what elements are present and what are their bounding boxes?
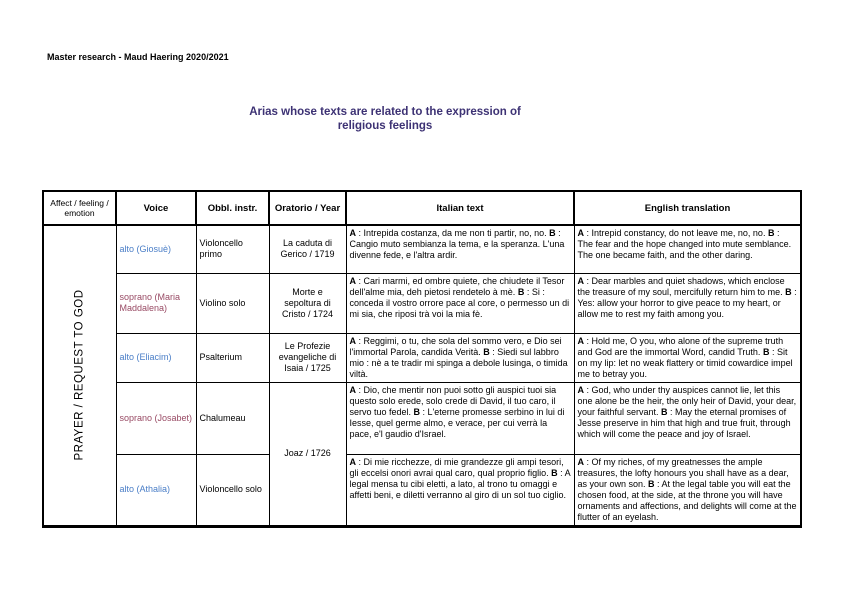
voice-cell: alto (Giosuè): [116, 225, 196, 273]
affect-category-cell: [43, 225, 116, 526]
english-text-cell: A : Intrepid constancy, do not leave me, no, no. B : The fear and the hope changed into mute semblance. The one became faith, and the other daring.: [574, 225, 801, 273]
italian-text-cell: A : Di mie ricchezze, di mie grandezze gli ampi tesori, gli eccelsi onori avrai qual caro, qual proprio figlio. B : A legal mensa tu cibi eletti, a lato, al trono tu omaggi e affetti beni, e diletti verranno al giro di un sol tuo ciglio.: [346, 454, 574, 526]
table-header-row: [43, 191, 801, 225]
italian-text-cell: A : Intrepida costanza, da me non ti partir, no, no. B : Cangio muto sembianza la tema, e la speranza. L'una divenne fede, e l'altra ardir.: [346, 225, 574, 273]
arias-table: [42, 190, 802, 528]
oratorio-cell: Le Profezie evangeliche di Isaia / 1725: [269, 333, 346, 382]
english-text-cell: A : Dear marbles and quiet shadows, which enclose the treasure of my soul, mercifully return him to me. B : Yes: allow your horror to give peace to my heart, or allow me to rest my faith among you.: [574, 273, 801, 333]
english-text-cell: A : Hold me, O you, who alone of the supreme truth and God are the immortal Word, candid Truth. B : Sit on my lip: let no weak flattery or timid cowardice impel me to betray you.: [574, 333, 801, 382]
instr-cell: Chalumeau: [196, 382, 269, 454]
column-header-oratorio: Oratorio / Year: [269, 191, 346, 225]
page-title-line-2: religious feelings: [337, 120, 433, 132]
page-title-line-1: Arias whose texts are related to the expression of: [249, 106, 521, 118]
voice-cell: alto (Eliacim): [116, 333, 196, 382]
table-row: [43, 333, 801, 382]
table-row: [43, 273, 801, 333]
instr-cell: Violoncello primo: [196, 225, 269, 273]
page-title: [42, 105, 728, 133]
english-text-cell: A : God, who under thy auspices cannot lie, let this one alone be the heir, the only heir of David, your dear, your faithful servant. B : May the eternal promises of Jesse preserve in him that high and true fruit, through which will come the peace and joy of Israel.: [574, 382, 801, 454]
column-header-voice: Voice: [116, 191, 196, 225]
oratorio-cell: La caduta di Gerico / 1719: [269, 225, 346, 273]
table-row: [43, 225, 801, 273]
voice-cell: alto (Athalia): [116, 454, 196, 526]
instr-cell: Psalterium: [196, 333, 269, 382]
italian-text-cell: A : Reggimi, o tu, che sola del sommo vero, e Dio sei l'immortal Parola, candida Verità. B : Siedi sul labbro mio : nè a te tradir mi spinga a debole lusinga, o timida viltà.: [346, 333, 574, 382]
document-header: Master research - Maud Haering 2020/2021: [47, 52, 229, 62]
column-header-english: English translation: [574, 191, 801, 225]
english-text-cell: A : Of my riches, of my greatnesses the ample treasures, the lofty honours you shall have as a dear, as your own son. B : At the legal table you will eat the chosen food, at the side, at the throne you will have ornaments and affections, and delights will come at the flutter of an eyelash.: [574, 454, 801, 526]
italian-text-cell: A : Cari marmi, ed ombre quiete, che chiudete il Tesor dell'alme mia, deh pietosi rendetelo à mè. B : Si : conceda il vostro orrore pace al core, o permesso un di mi sia, che riposi trà voi la mia fè.: [346, 273, 574, 333]
oratorio-cell: Joaz / 1726: [269, 382, 346, 526]
column-header-italian: Italian text: [346, 191, 574, 225]
column-header-instr: Obbl. instr.: [196, 191, 269, 225]
instr-cell: Violino solo: [196, 273, 269, 333]
table-row: [43, 382, 801, 454]
voice-cell: soprano (Josabet): [116, 382, 196, 454]
column-header-affect: Affect / feeling / emotion: [43, 191, 116, 225]
instr-cell: Violoncello solo: [196, 454, 269, 526]
category-label: PRAYER / REQUEST TO GOD: [73, 289, 86, 461]
voice-cell: soprano (Maria Maddalena): [116, 273, 196, 333]
oratorio-cell: Morte e sepoltura di Cristo / 1724: [269, 273, 346, 333]
table-row: [43, 454, 801, 526]
italian-text-cell: A : Dio, che mentir non puoi sotto gli auspici tuoi sia questo solo erede, solo crede di David, il tuo caro, il servo tuo fedel. B : L'eterne promesse serbino in lui di Iesse, quel germe almo, e verace, per cui verrà la pace, e'l gaudio d'Israel.: [346, 382, 574, 454]
